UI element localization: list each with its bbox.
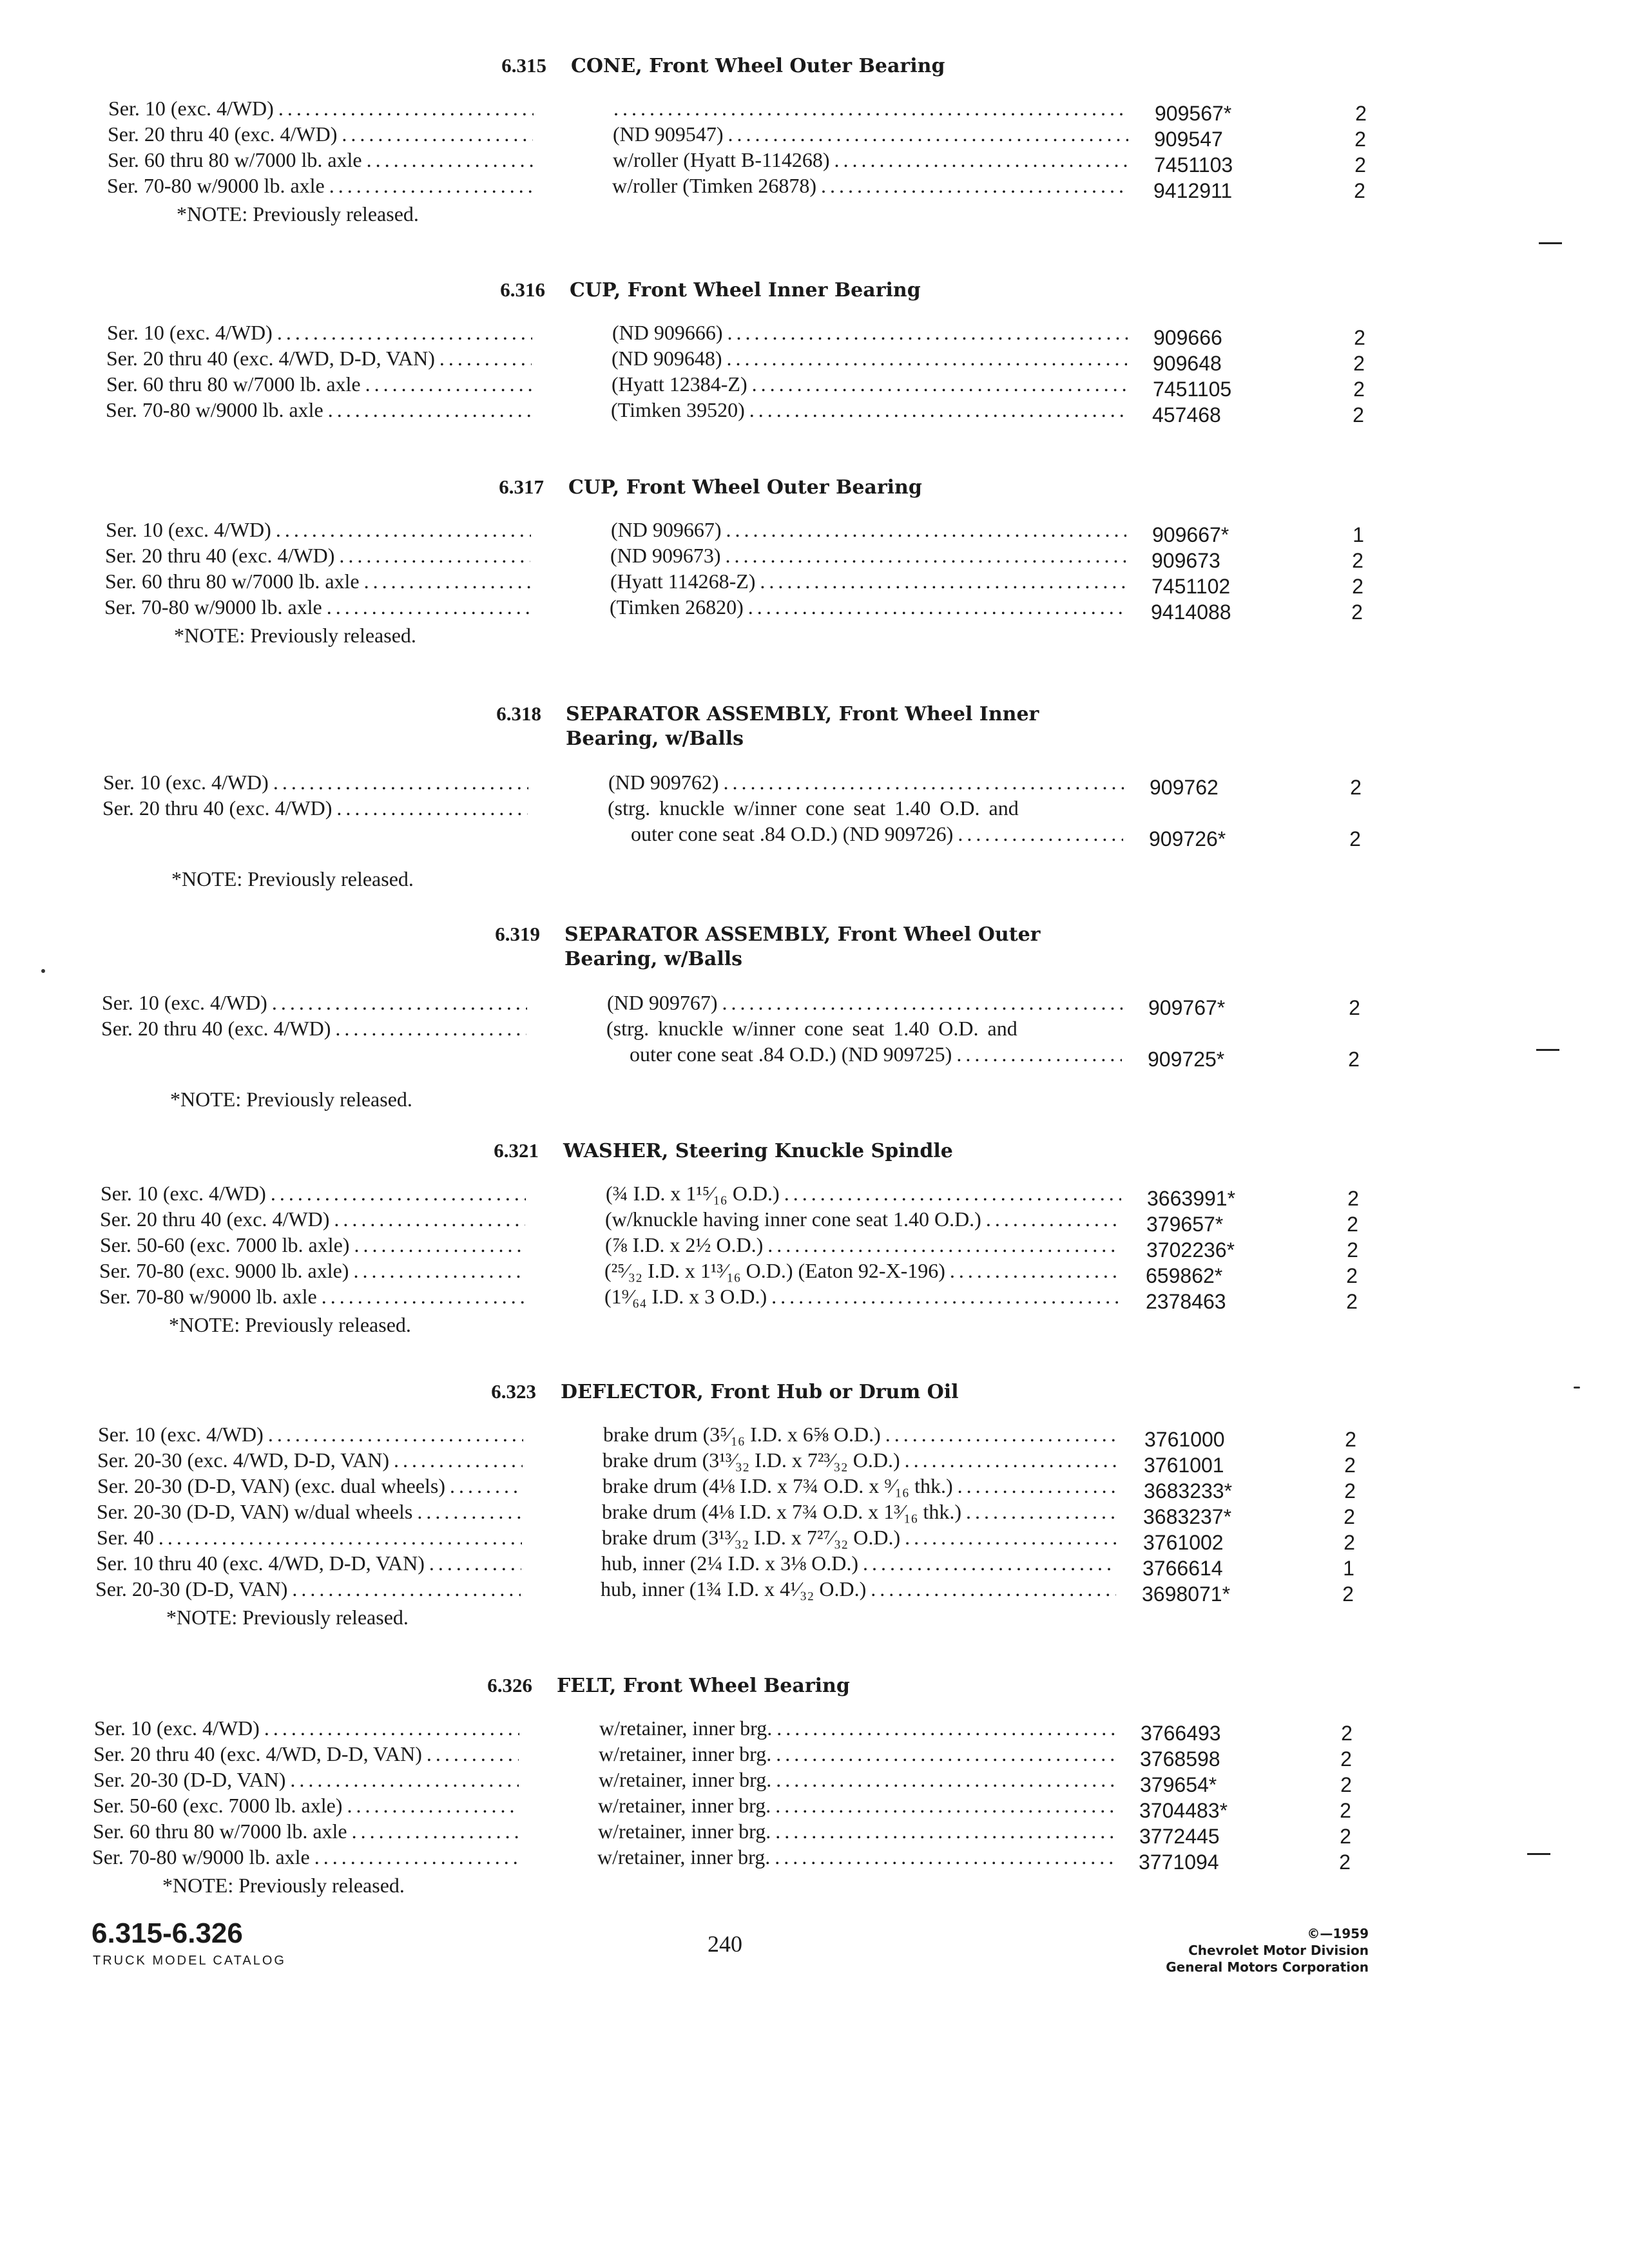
quantity-cell: 2 — [1352, 549, 1364, 572]
series-cell: Ser. 70-80 w/9000 lb. axle . . . — [104, 595, 530, 619]
table-row — [0, 1423, 1629, 1451]
part-number-cell: 7451103 — [1154, 153, 1233, 177]
part-number-cell: 7451102 — [1152, 575, 1231, 598]
quantity-cell: 2 — [1353, 352, 1365, 375]
part-number-cell: 909726* — [1149, 827, 1226, 850]
description-cell: (strg. knuckle w/inner cone seat 1.40 O.D. and — [608, 796, 1019, 820]
quantity-cell: 2 — [1340, 1799, 1351, 1822]
quantity-cell: 2 — [1340, 1747, 1352, 1771]
description-cell: outer cone seat .84 O.D.) (ND 909725) . . . — [630, 1043, 1122, 1066]
part-number-cell: 3772445 — [1139, 1825, 1220, 1848]
quantity-cell: 2 — [1346, 1264, 1358, 1287]
previously-released-note: *NOTE: Previously released. — [174, 624, 416, 647]
part-number-cell: 909673 — [1152, 549, 1220, 572]
section-number: 6.326 — [487, 1674, 532, 1696]
description-cell: w/retainer, inner brg. . . . — [599, 1716, 1115, 1740]
table-row — [0, 1768, 1629, 1794]
series-cell: Ser. 60 thru 80 w/7000 lb. axle . . . — [108, 148, 533, 172]
table-row — [0, 595, 1629, 624]
part-number-cell: 9412911 — [1153, 179, 1233, 202]
previously-released-note: *NOTE: Previously released. — [171, 867, 414, 890]
description-cell: (⅞ I.D. x 2½ O.D.) . . . — [605, 1233, 1121, 1257]
previously-released-note: *NOTE: Previously released. — [162, 1874, 405, 1897]
description-cell: (Timken 39520) . . . — [611, 398, 1126, 422]
description-cell: (²⁵⁄₃₂ I.D. x 1¹³⁄₁₆ O.D.) (Eaton 92-X-196) . . . — [604, 1259, 1120, 1283]
part-number-cell: 379654* — [1140, 1773, 1217, 1796]
description-cell: (Hyatt 12384-Z) . . . — [612, 372, 1127, 396]
series-cell: Ser. 20 thru 40 (exc. 4/WD) . . . — [108, 122, 533, 146]
previously-released-note: *NOTE: Previously released. — [166, 1606, 409, 1629]
table-row — [0, 1182, 1629, 1210]
footer-section-range: 6.315-6.326 — [92, 1917, 243, 1949]
series-cell: Ser. 10 (exc. 4/WD) . . . — [107, 321, 532, 345]
footer-catalog-name: TRUCK MODEL CATALOG — [93, 1954, 286, 1968]
table-row — [0, 518, 1629, 544]
description-cell: (Hyatt 114268-Z) . . . — [610, 570, 1126, 593]
series-cell: Ser. 50-60 (exc. 7000 lb. axle) . . . — [100, 1233, 525, 1257]
quantity-cell: 2 — [1347, 1238, 1358, 1262]
series-cell: Ser. 10 (exc. 4/WD) . . . — [94, 1716, 519, 1740]
part-number-cell: 3663991* — [1147, 1187, 1236, 1210]
table-row — [0, 771, 1629, 799]
part-number-cell: 909648 — [1153, 352, 1222, 375]
quantity-cell: 2 — [1350, 776, 1362, 799]
part-number-cell: 909762 — [1150, 776, 1219, 799]
part-number-cell: 3702236* — [1146, 1238, 1235, 1262]
section-number: 6.315 — [501, 54, 546, 77]
table-row — [0, 796, 1629, 822]
section-title: FELT, Front Wheel Bearing — [557, 1675, 850, 1697]
series-cell: Ser. 20 thru 40 (exc. 4/WD) . . . — [102, 796, 528, 820]
description-cell: w/roller (Hyatt B-114268) . . . — [613, 148, 1128, 172]
description-cell: outer cone seat .84 O.D.) (ND 909726) . . . — [631, 822, 1123, 846]
quantity-cell: 2 — [1344, 1454, 1356, 1477]
section-title: DEFLECTOR, Front Hub or Drum Oil — [561, 1381, 959, 1403]
table-row — [0, 97, 1629, 125]
description-cell: w/retainer, inner brg. . . . — [597, 1845, 1113, 1869]
part-number-cell: 3698071* — [1142, 1582, 1231, 1606]
part-number-cell: 3704483* — [1139, 1799, 1228, 1822]
table-row — [0, 570, 1629, 598]
part-number-cell: 379657* — [1146, 1213, 1224, 1236]
table-row — [0, 372, 1629, 401]
description-cell: (ND 909667) . . . — [611, 518, 1126, 542]
part-number-cell: 909547 — [1154, 128, 1223, 151]
section-number: 6.317 — [499, 476, 544, 498]
table-row — [0, 822, 1629, 848]
margin-mark — [1539, 242, 1562, 244]
part-number-cell: 909667* — [1152, 523, 1229, 546]
quantity-cell: 2 — [1351, 601, 1363, 624]
section-number: 6.318 — [496, 702, 541, 725]
table-row — [0, 1285, 1629, 1311]
table-row — [0, 1794, 1629, 1820]
corporation-line: General Motors Corporation — [1166, 1959, 1369, 1975]
description-cell: brake drum (3⁵⁄₁₆ I.D. x 6⅝ O.D.) . . . — [603, 1423, 1119, 1446]
quantity-cell: 2 — [1341, 1722, 1353, 1745]
section-title: SEPARATOR ASSEMBLY, Front Wheel Outer Bearing, w/Balls — [564, 923, 1041, 970]
quantity-cell: 2 — [1354, 128, 1366, 151]
description-cell: (Timken 26820) . . . — [610, 595, 1125, 619]
table-row — [0, 1474, 1629, 1503]
part-number-cell: 3761000 — [1144, 1428, 1225, 1451]
division-line: Chevrolet Motor Division — [1188, 1943, 1369, 1958]
quantity-cell: 2 — [1349, 996, 1360, 1019]
quantity-cell: 2 — [1353, 403, 1364, 427]
table-row — [0, 1577, 1629, 1606]
section-title: SEPARATOR ASSEMBLY, Front Wheel Inner Bearing, w/Balls — [566, 703, 1039, 750]
part-number-cell: 3766614 — [1142, 1557, 1223, 1580]
part-number-cell: 3771094 — [1139, 1850, 1219, 1874]
description-cell — [613, 97, 1129, 120]
quantity-cell: 2 — [1352, 575, 1364, 598]
description-cell: (¾ I.D. x 1¹⁵⁄₁₆ O.D.) . . . — [606, 1182, 1121, 1206]
series-cell: Ser. 10 thru 40 (exc. 4/WD, D-D, VAN) . . . — [96, 1552, 521, 1575]
quantity-cell: 2 — [1354, 153, 1366, 177]
series-cell: Ser. 60 thru 80 w/7000 lb. axle . . . — [93, 1820, 518, 1843]
series-cell: Ser. 70-80 (exc. 9000 lb. axle) . . . — [99, 1259, 525, 1283]
part-number-cell: 3766493 — [1141, 1722, 1221, 1745]
quantity-cell: 1 — [1343, 1557, 1354, 1580]
series-cell: Ser. 70-80 w/9000 lb. axle . . . — [92, 1845, 517, 1869]
section-number: 6.321 — [494, 1139, 539, 1162]
table-row — [0, 174, 1629, 200]
quantity-cell: 2 — [1344, 1531, 1355, 1554]
section-title: CUP, Front Wheel Outer Bearing — [568, 476, 922, 499]
part-number-cell: 659862* — [1146, 1264, 1223, 1287]
table-row — [0, 1526, 1629, 1552]
series-cell: Ser. 20-30 (D-D, VAN) . . . — [93, 1768, 519, 1792]
description-cell: (ND 909673) . . . — [610, 544, 1126, 568]
description-cell: (w/knuckle having inner cone seat 1.40 O.D.) . . . — [605, 1207, 1121, 1231]
series-cell: Ser. 40 . . . — [97, 1526, 522, 1550]
table-row — [0, 1716, 1629, 1745]
description-cell: hub, inner (1¾ I.D. x 4¹⁄₃₂ O.D.) . . . — [601, 1577, 1116, 1601]
quantity-cell: 2 — [1345, 1428, 1356, 1451]
part-number-cell: 909567* — [1155, 102, 1232, 125]
series-cell: Ser. 60 thru 80 w/7000 lb. axle . . . — [105, 570, 530, 593]
series-cell: Ser. 10 (exc. 4/WD) . . . — [98, 1423, 523, 1446]
description-cell: w/retainer, inner brg. . . . — [598, 1794, 1113, 1818]
section-title: CUP, Front Wheel Inner Bearing — [570, 279, 921, 302]
margin-dot — [41, 969, 45, 973]
quantity-cell: 2 — [1344, 1479, 1356, 1503]
quantity-cell: 2 — [1354, 326, 1365, 349]
part-number-cell: 909767* — [1148, 996, 1226, 1019]
quantity-cell: 2 — [1344, 1505, 1355, 1528]
page-number: 240 — [708, 1931, 742, 1957]
table-row — [0, 347, 1629, 375]
quantity-cell: 2 — [1353, 378, 1365, 401]
section-number: 6.316 — [500, 278, 545, 301]
table-row — [0, 1233, 1629, 1262]
series-cell: Ser. 10 (exc. 4/WD) . . . — [106, 518, 531, 542]
table-row — [0, 544, 1629, 570]
description-cell: w/retainer, inner brg. . . . — [599, 1768, 1114, 1792]
description-cell: (ND 909762) . . . — [608, 771, 1124, 794]
series-cell: Ser. 20 thru 40 (exc. 4/WD) . . . — [101, 1017, 526, 1041]
series-cell: Ser. 10 (exc. 4/WD) . . . — [103, 771, 528, 794]
part-number-cell: 3768598 — [1140, 1747, 1220, 1771]
series-cell: Ser. 20 thru 40 (exc. 4/WD, D-D, VAN) . . . — [106, 347, 532, 370]
series-cell: Ser. 10 (exc. 4/WD) . . . — [101, 1182, 526, 1206]
part-number-cell: 457468 — [1152, 403, 1221, 427]
description-cell: w/retainer, inner brg. . . . — [598, 1820, 1113, 1843]
quantity-cell: 2 — [1346, 1290, 1358, 1313]
series-cell: Ser. 20-30 (exc. 4/WD, D-D, VAN) . . . — [97, 1448, 523, 1472]
series-cell: Ser. 20-30 (D-D, VAN) w/dual wheels . . . — [97, 1500, 522, 1524]
margin-mark — [1527, 1853, 1550, 1855]
series-cell: Ser. 20-30 (D-D, VAN) (exc. dual wheels) . . . — [97, 1474, 523, 1498]
description-cell: (ND 909666) . . . — [612, 321, 1128, 345]
copyright-line: ©—1959 — [1307, 1926, 1369, 1941]
description-cell: (ND 909767) . . . — [607, 991, 1123, 1015]
series-cell: Ser. 50-60 (exc. 7000 lb. axle) . . . — [93, 1794, 518, 1818]
table-row — [0, 1017, 1629, 1043]
previously-released-note: *NOTE: Previously released. — [177, 202, 419, 226]
part-number-cell: 2378463 — [1146, 1290, 1226, 1313]
quantity-cell: 2 — [1340, 1773, 1352, 1796]
section-number: 6.319 — [495, 923, 540, 945]
footer-copyright-block — [1166, 1925, 1369, 1975]
part-number-cell: 909725* — [1148, 1048, 1225, 1071]
table-row — [0, 122, 1629, 151]
section-title: CONE, Front Wheel Outer Bearing — [571, 55, 945, 77]
series-cell: Ser. 70-80 w/9000 lb. axle . . . — [106, 398, 531, 422]
part-number-cell: 3761002 — [1143, 1531, 1224, 1554]
margin-mark — [1536, 1049, 1559, 1051]
series-cell: Ser. 60 thru 80 w/7000 lb. axle . . . — [106, 372, 532, 396]
quantity-cell: 2 — [1347, 1187, 1359, 1210]
table-row — [0, 991, 1629, 1017]
series-cell: Ser. 70-80 w/9000 lb. axle . . . — [99, 1285, 525, 1309]
section-number: 6.323 — [491, 1380, 536, 1403]
table-row — [0, 1500, 1629, 1526]
description-cell: brake drum (4⅛ I.D. x 7¾ O.D. x 1³⁄₁₆ thk.) . . . — [602, 1500, 1117, 1524]
part-number-cell: 3761001 — [1144, 1454, 1224, 1477]
description-cell: brake drum (4⅛ I.D. x 7¾ O.D. x ⁹⁄₁₆ thk.) . . . — [602, 1474, 1118, 1498]
section-title: WASHER, Steering Knuckle Spindle — [563, 1140, 953, 1162]
description-cell: brake drum (3¹³⁄₃₂ I.D. x 7²³⁄₃₂ O.D.) . . . — [602, 1448, 1118, 1472]
series-cell: Ser. 20-30 (D-D, VAN) . . . — [95, 1577, 521, 1601]
table-row — [0, 321, 1629, 347]
part-number-cell: 9414088 — [1151, 601, 1231, 624]
series-cell: Ser. 10 (exc. 4/WD) . . . — [108, 97, 534, 120]
table-row — [0, 148, 1629, 177]
part-number-cell: 3683233* — [1144, 1479, 1233, 1503]
description-cell: w/roller (Timken 26878) . . . — [612, 174, 1128, 198]
previously-released-note: *NOTE: Previously released. — [170, 1088, 412, 1111]
description-cell: (ND 909547) . . . — [613, 122, 1128, 146]
series-cell: Ser. 20 thru 40 (exc. 4/WD, D-D, VAN) . . . — [93, 1742, 519, 1766]
quantity-cell: 1 — [1353, 523, 1364, 546]
quantity-cell: 2 — [1342, 1582, 1354, 1606]
series-cell: Ser. 20 thru 40 (exc. 4/WD) . . . — [100, 1207, 525, 1231]
part-number-cell: 7451105 — [1153, 378, 1232, 401]
description-cell: (strg. knuckle w/inner cone seat 1.40 O.D. and — [606, 1017, 1017, 1040]
quantity-cell: 2 — [1340, 1825, 1351, 1848]
margin-dot — [1574, 1387, 1580, 1389]
part-number-cell: 909666 — [1153, 326, 1222, 349]
quantity-cell: 2 — [1348, 1048, 1360, 1071]
previously-released-note: *NOTE: Previously released. — [169, 1313, 411, 1336]
description-cell: w/retainer, inner brg. . . . — [599, 1742, 1114, 1766]
description-cell: brake drum (3¹³⁄₃₂ I.D. x 7²⁷⁄₃₂ O.D.) . . . — [602, 1526, 1117, 1550]
quantity-cell: 2 — [1349, 827, 1361, 850]
table-row — [0, 1259, 1629, 1285]
quantity-cell: 2 — [1347, 1213, 1358, 1236]
quantity-cell: 2 — [1354, 179, 1365, 202]
description-cell: hub, inner (2¼ I.D. x 3⅛ O.D.) . . . — [601, 1552, 1117, 1575]
series-cell: Ser. 70-80 w/9000 lb. axle . . . — [107, 174, 532, 198]
part-number-cell: 3683237* — [1143, 1505, 1232, 1528]
description-cell: (1⁹⁄₆₄ I.D. x 3 O.D.) . . . — [604, 1285, 1120, 1309]
quantity-cell: 2 — [1339, 1850, 1351, 1874]
table-row — [0, 1742, 1629, 1771]
table-row — [0, 1207, 1629, 1236]
table-row — [0, 1552, 1629, 1580]
series-cell: Ser. 20 thru 40 (exc. 4/WD) . . . — [105, 544, 530, 568]
table-row — [0, 398, 1629, 427]
quantity-cell: 2 — [1355, 102, 1367, 125]
description-cell: (ND 909648) . . . — [612, 347, 1127, 370]
table-row — [0, 1043, 1629, 1071]
series-cell: Ser. 10 (exc. 4/WD) . . . — [102, 991, 527, 1015]
table-row — [0, 1845, 1629, 1874]
table-row — [0, 1820, 1629, 1848]
table-row — [0, 1448, 1629, 1477]
